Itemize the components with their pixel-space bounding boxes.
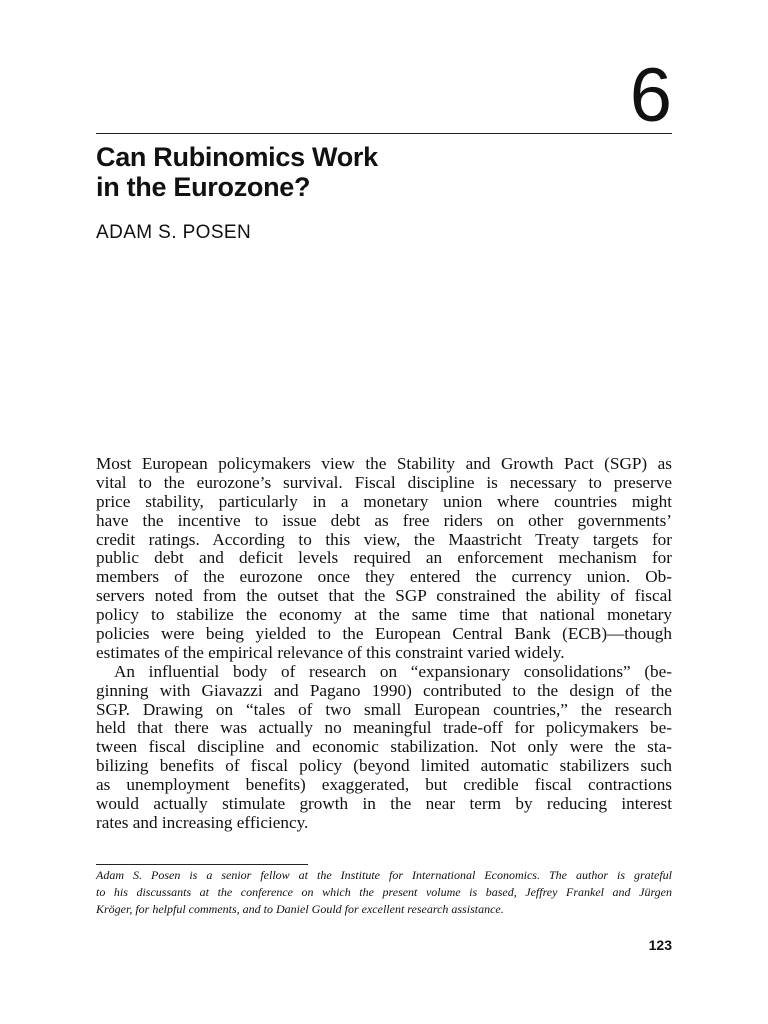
book-page xyxy=(96,0,672,1024)
chapter-author: ADAM S. POSEN xyxy=(96,222,252,243)
chapter-number: 6 xyxy=(629,53,672,138)
text-line: credit ratings. According to this view, the Maastricht Treaty targets for xyxy=(96,529,672,549)
text-line: as unemployment benefits) exaggerated, but credible fiscal contractions xyxy=(96,775,672,795)
chapter-title xyxy=(96,142,378,202)
footnote-line: Adam S. Posen is a senior fellow at the Institute for International Economics. The author is grateful xyxy=(96,868,672,882)
chapter-title-line: in the Eurozone? xyxy=(96,172,311,202)
text-line: members of the eurozone once they entered the currency union. Ob- xyxy=(96,567,672,587)
footnote-line: to his discussants at the conference on which the present volume is based, Jeffrey Frankel and Jürgen xyxy=(96,885,672,900)
text-line: have the incentive to issue debt as free riders on other governments’ xyxy=(96,510,672,530)
text-line: public debt and deficit levels required an enforcement mechanism for xyxy=(96,548,672,568)
text-line: tween fiscal discipline and economic stabilization. Not only were the sta- xyxy=(96,737,672,757)
text-line: ginning with Giavazzi and Pagano 1990) contributed to the design of the xyxy=(96,680,672,700)
text-line: servers noted from the outset that the SGP constrained the ability of fiscal xyxy=(96,586,672,606)
text-line: would actually stimulate growth in the near term by reducing interest xyxy=(96,794,672,814)
text-line: An influential body of research on “expansionary consolidations” (be- xyxy=(114,661,672,681)
text-line: estimates of the empirical relevance of this constraint varied widely. xyxy=(96,642,565,662)
text-line: bilizing benefits of fiscal policy (beyond limited automatic stabilizers such xyxy=(96,756,672,776)
text-line: policy to stabilize the economy at the same time that national monetary xyxy=(96,605,672,625)
text-line: held that there was actually no meaningful trade-off for policymakers be- xyxy=(96,718,672,738)
text-line: vital to the eurozone’s survival. Fiscal discipline is necessary to preserve xyxy=(96,472,672,492)
footnote-line: Kröger, for helpful comments, and to Daniel Gould for excellent research assistance. xyxy=(96,902,504,917)
page-number: 123 xyxy=(648,937,672,953)
chapter-title-line: Can Rubinomics Work xyxy=(96,142,378,172)
text-line: SGP. Drawing on “tales of two small European countries,” the research xyxy=(96,699,672,719)
chapter-heading-rule xyxy=(96,133,672,134)
paragraph-2 xyxy=(96,663,672,833)
footnote-rule xyxy=(96,864,308,865)
text-line: policies were being yielded to the European Central Bank (ECB)—though xyxy=(96,624,672,644)
body-text xyxy=(96,455,672,833)
text-line: price stability, particularly in a monetary union where countries might xyxy=(96,491,672,511)
footnote xyxy=(96,867,672,919)
text-line: Most European policymakers view the Stability and Growth Pact (SGP) as xyxy=(96,454,672,473)
paragraph-1 xyxy=(96,455,672,663)
text-line: rates and increasing efficiency. xyxy=(96,812,309,832)
